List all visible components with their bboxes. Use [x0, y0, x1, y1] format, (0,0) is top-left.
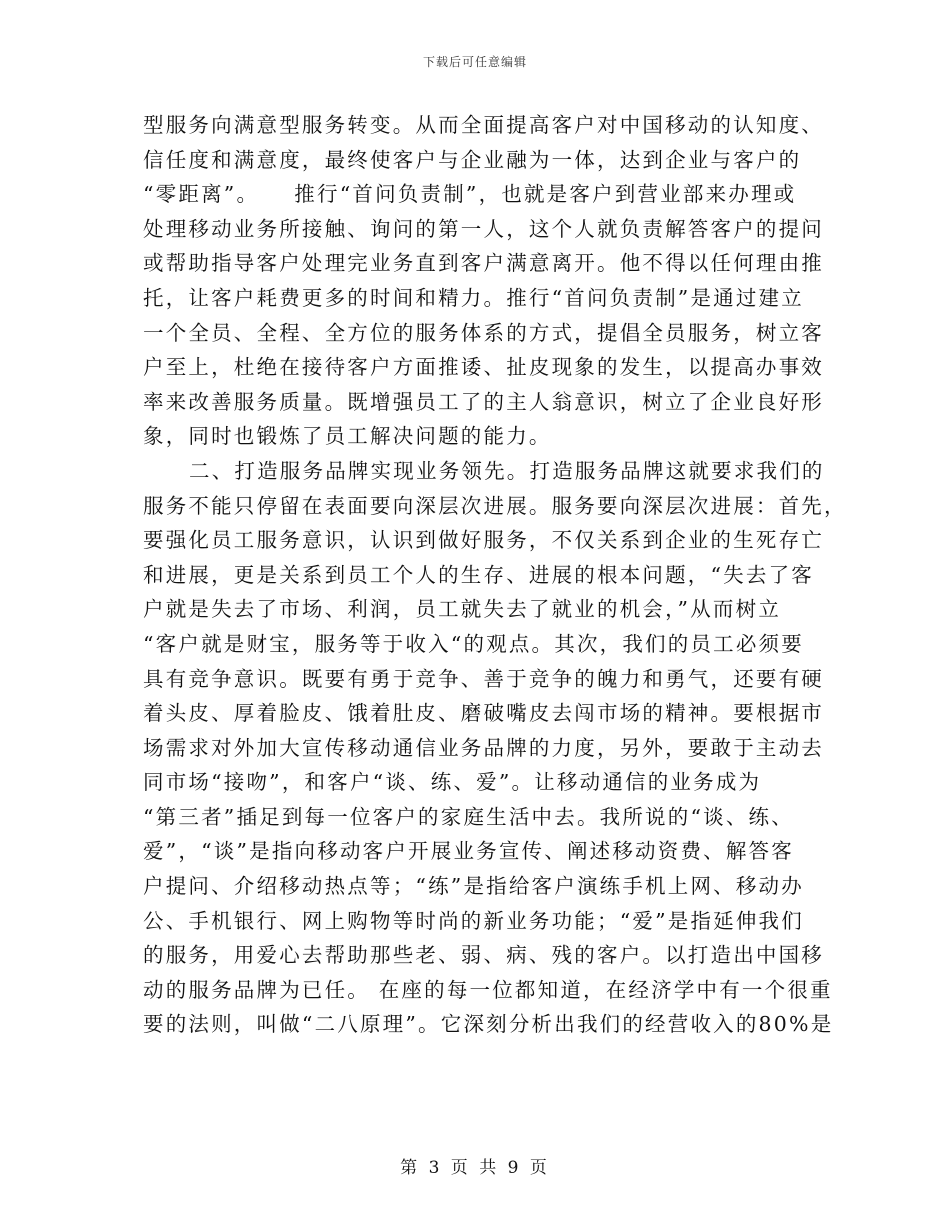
document-body — [143, 108, 847, 1042]
paragraph-start-line: 二、打造服务品牌实现业务领先。打造服务品牌这就要求我们的 — [189, 458, 825, 483]
text-line: 托，让客户耗费更多的时间和精力。推行“首问负责制”是通过建立 — [143, 285, 804, 310]
text-line: 要的法则，叫做“二八原理”。它深刻分析出我们的经营收入的80%是 — [143, 1012, 834, 1037]
text-line: 场需求对外加大宣传移动通信业务品牌的力度，另外，要敢于主动去 — [143, 735, 824, 760]
text-line: 公、手机银行、网上购物等时尚的新业务功能；“爱”是指延伸我们 — [143, 908, 804, 933]
text-line: 的服务，用爱心去帮助那些老、弱、病、残的客户。以打造出中国移 — [143, 943, 824, 968]
page-number-footer: 第 3 页 共 9 页 — [400, 1158, 550, 1178]
text-line: 服务不能只停留在表面要向深层次进展。服务要向深层次进展：首先， — [143, 493, 847, 518]
text-line: 率来改善服务质量。既增强员工了的主人翁意识，树立了企业良好形 — [143, 389, 824, 414]
text-line: 要强化员工服务意识，认识到做好服务，不仅关系到企业的生死存亡 — [143, 528, 824, 553]
text-line: 象，同时也锻炼了员工解决问题的能力。 — [143, 424, 552, 449]
text-line: 处理移动业务所接触、询问的第一人，这个人就负责解答客户的提问 — [143, 216, 824, 241]
text-line: 同市场“接吻”，和客户“谈、练、爱”。让移动通信的业务成为 — [143, 770, 762, 795]
text-line: 着头皮、厚着脸皮、饿着肚皮、磨破嘴皮去闯市场的精神。要根据市 — [143, 701, 824, 726]
text-line: “客户就是财宝，服务等于收入“的观点。其次，我们的员工必须要 — [143, 631, 804, 656]
text-line: 和进展，更是关系到员工个人的生存、进展的根本问题，“失去了客 — [143, 562, 814, 587]
text-line: 动的服务品牌为已任。 在座的每一位都知道，在经济学中有一个很重 — [143, 977, 833, 1002]
text-line: “第三者”插足到每一位客户的家庭生活中去。我所说的“谈、练、 — [143, 804, 794, 829]
text-line: 户至上，杜绝在接待客户方面推诿、扯皮现象的发生，以提高办事效 — [143, 355, 824, 380]
text-line: 型服务向满意型服务转变。从而全面提高客户对中国移动的认知度、 — [143, 113, 824, 137]
text-line: 信任度和满意度，最终使客户与企业融为一体，达到企业与客户的 — [143, 147, 802, 172]
text-line: 或帮助指导客户处理完业务直到客户满意离开。他不得以任何理由推 — [143, 251, 824, 276]
text-line: “零距离”。 推行“首问负责制”，也就是客户到营业部来办理或 — [143, 182, 797, 207]
text-line: 具有竞争意识。既要有勇于竞争、善于竞争的魄力和勇气，还要有硬 — [143, 666, 824, 691]
text-line: 户就是失去了市场、利润，员工就失去了就业的机会，”从而树立 — [143, 597, 782, 622]
text-line: 爱”，“谈”是指向移动客户开展业务宣传、阐述移动资费、解答客 — [143, 839, 794, 864]
text-line: 户提问、介绍移动热点等；“练”是指给客户演练手机上网、移动办 — [143, 874, 804, 899]
text-line: 一个全员、全程、全方位的服务体系的方式，提倡全员服务，树立客 — [143, 320, 824, 345]
page-header: 下载后可任意编辑 — [422, 55, 527, 69]
